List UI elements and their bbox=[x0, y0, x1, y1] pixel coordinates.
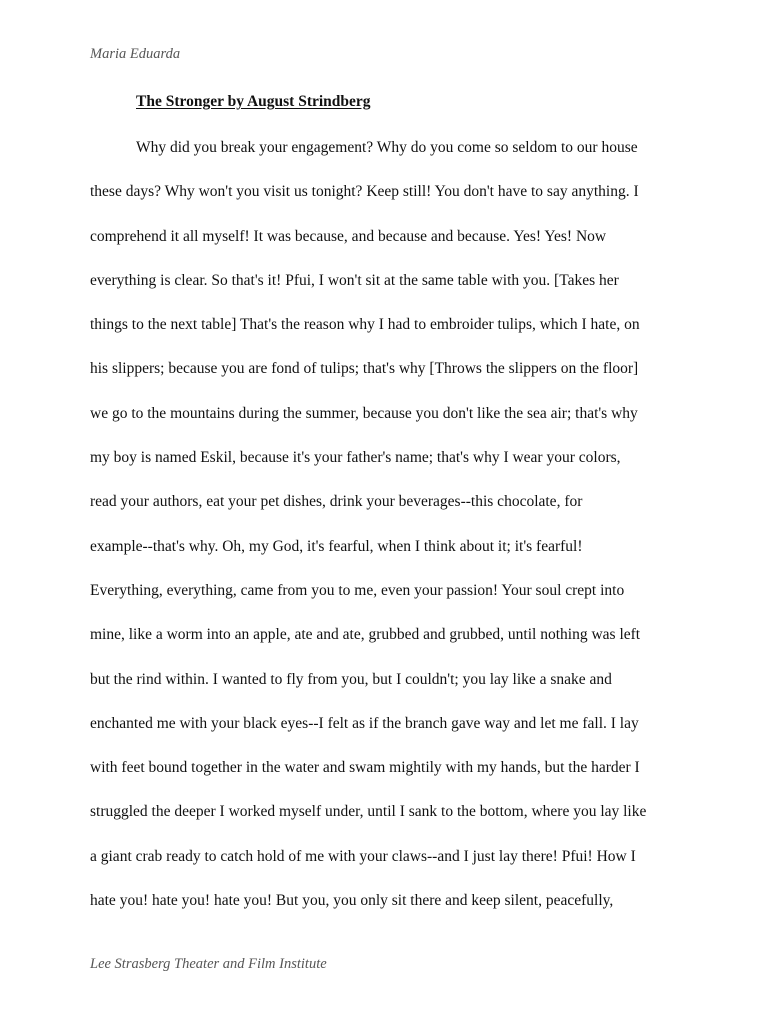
body-text-line: example--that's why. Oh, my God, it's fearful, when I think about it; it's fearful! bbox=[90, 537, 583, 555]
body-text-line: enchanted me with your black eyes--I felt as if the branch gave way and let me fall. I lay bbox=[90, 714, 639, 732]
body-text-line: but the rind within. I wanted to fly from you, but I couldn't; you lay like a snake and bbox=[90, 670, 612, 688]
document-title: The Stronger by August Strindberg bbox=[136, 93, 371, 110]
body-text-line: my boy is named Eskil, because it's your father's name; that's why I wear your colors, bbox=[90, 449, 621, 467]
body-text-line: struggled the deeper I worked myself under, until I sank to the bottom, where you lay like bbox=[90, 803, 647, 821]
body-text-line: things to the next table] That's the reason why I had to embroider tulips, which I hate, on bbox=[90, 316, 640, 334]
body-text-line: Everything, everything, came from you to me, even your passion! Your soul crept into bbox=[90, 581, 625, 599]
body-text-line: everything is clear. So that's it! Pfui, I won't sit at the same table with you. [Takes her bbox=[90, 271, 619, 289]
body-text-line: his slippers; because you are fond of tulips; that's why [Throws the slippers on the floor] bbox=[90, 360, 639, 378]
body-text-line: these days? Why won't you visit us tonight? Keep still! You don't have to say anything. I bbox=[90, 183, 639, 201]
body-text-line: Why did you break your engagement? Why do you come so seldom to our house bbox=[136, 139, 638, 156]
footer-institution: Lee Strasberg Theater and Film Institute bbox=[90, 956, 327, 972]
body-text-line: read your authors, eat your pet dishes, drink your beverages--this chocolate, for bbox=[90, 493, 583, 511]
body-text-line: comprehend it all myself! It was because, and because and because. Yes! Yes! Now bbox=[90, 227, 607, 245]
body-text-line: with feet bound together in the water and swam mightily with my hands, but the harder I bbox=[90, 759, 640, 777]
body-text-line: hate you! hate you! hate you! But you, you only sit there and keep silent, peacefully, bbox=[90, 892, 614, 910]
document-body bbox=[90, 136, 690, 933]
body-text-line: a giant crab ready to catch hold of me with your claws--and I just lay there! Pfui! How I bbox=[90, 847, 636, 865]
header-author-name: Maria Eduarda bbox=[90, 46, 181, 62]
body-text-line: mine, like a worm into an apple, ate and ate, grubbed and grubbed, until nothing was left bbox=[90, 626, 641, 644]
body-text-line: we go to the mountains during the summer, because you don't like the sea air; that's why bbox=[90, 404, 638, 422]
